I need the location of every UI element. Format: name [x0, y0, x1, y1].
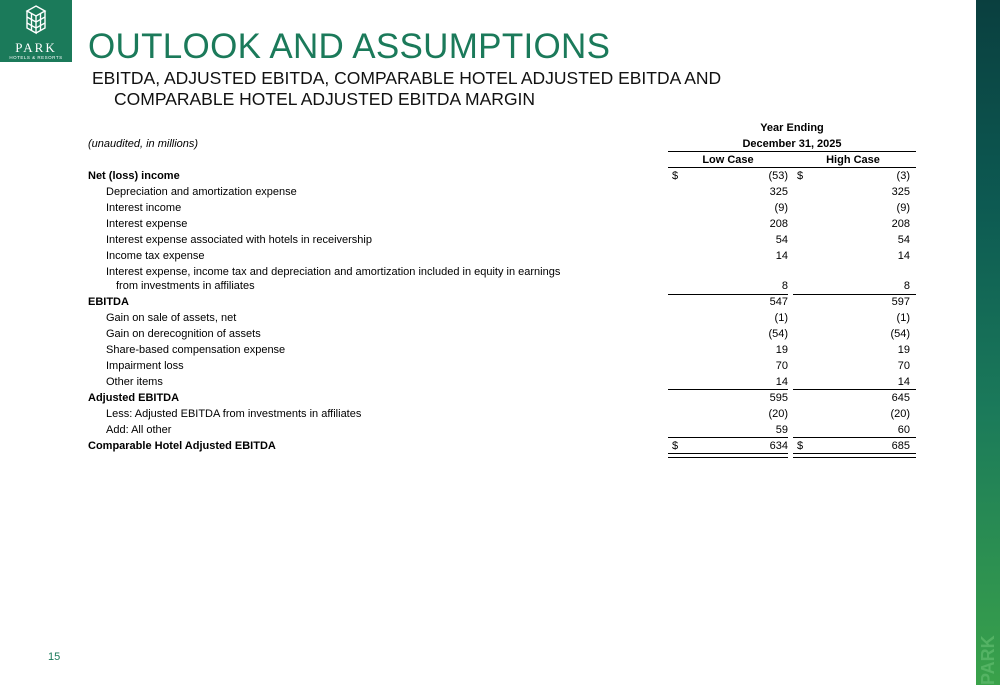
low-value: 547: [769, 296, 788, 308]
row-label-continued: from investments in affiliates: [116, 280, 255, 292]
high-value: 70: [897, 360, 910, 372]
table-row: [88, 310, 916, 326]
side-park-wordmark: [978, 615, 998, 685]
subtitle-line-2: COMPARABLE HOTEL ADJUSTED EBITDA MARGIN: [114, 89, 536, 109]
low-value: 634: [769, 440, 788, 452]
high-value: 54: [897, 234, 910, 246]
park-logo: [0, 0, 72, 62]
high-value: (20): [890, 408, 910, 420]
low-value: (53): [768, 170, 788, 182]
row-label: Interest expense associated with hotels in receivership: [106, 234, 372, 246]
logo-tagline: HOTELS & RESORTS: [9, 55, 63, 60]
row-label: EBITDA: [88, 296, 129, 308]
high-value: 60: [897, 424, 910, 436]
table-row: [88, 406, 916, 422]
low-value: 208: [769, 218, 788, 230]
table-row: [88, 232, 916, 248]
low-value: 14: [775, 376, 788, 388]
row-label: Interest expense, income tax and depreciation and amortization included in equity in earnings: [106, 266, 561, 278]
table-row: [88, 168, 916, 184]
table-row: [88, 248, 916, 264]
period-date-row: [88, 136, 916, 152]
table-row: [88, 342, 916, 358]
low-value: 70: [775, 360, 788, 372]
high-value: 645: [891, 392, 910, 404]
row-label: Net (loss) income: [88, 170, 180, 182]
ebitda-reconciliation-table: [88, 120, 916, 454]
row-label: Share-based compensation expense: [106, 344, 286, 356]
col-header-high: High Case: [826, 154, 880, 166]
row-label: Gain on sale of assets, net: [106, 312, 237, 324]
currency-symbol: $: [797, 170, 804, 182]
high-value: 8: [903, 280, 910, 292]
table-row: [88, 184, 916, 200]
high-value: (1): [896, 312, 910, 324]
table-row: [88, 294, 916, 310]
table-row: [88, 358, 916, 374]
total-double-rule: [668, 453, 788, 458]
table-row: [88, 216, 916, 232]
high-value: 685: [891, 440, 910, 452]
row-label: Interest expense: [106, 218, 188, 230]
period-label: Year Ending: [760, 122, 824, 134]
high-value: 208: [891, 218, 910, 230]
low-value: 325: [769, 186, 788, 198]
building-logo-icon: [23, 4, 49, 38]
high-value: (54): [890, 328, 910, 340]
period-header-row: [88, 120, 916, 136]
period-date: December 31, 2025: [742, 138, 842, 150]
low-value: 19: [775, 344, 788, 356]
low-value: 8: [781, 280, 788, 292]
low-value: (20): [768, 408, 788, 420]
table-row: [88, 326, 916, 342]
row-label: Comparable Hotel Adjusted EBITDA: [88, 440, 276, 452]
high-value: 19: [897, 344, 910, 356]
low-value: (9): [774, 202, 788, 214]
low-value: 14: [775, 250, 788, 262]
high-value: (9): [896, 202, 910, 214]
row-label: Interest income: [106, 202, 182, 214]
column-header-row: [88, 152, 916, 168]
page-title: OUTLOOK AND ASSUMPTIONS: [88, 27, 611, 66]
row-label: Add: All other: [106, 424, 172, 436]
currency-symbol: $: [672, 170, 679, 182]
table-row: [88, 422, 916, 438]
page-number: 15: [48, 651, 61, 663]
row-label: Depreciation and amortization expense: [106, 186, 297, 198]
total-double-rule: [793, 453, 916, 458]
row-label: Income tax expense: [106, 250, 205, 262]
high-value: 14: [897, 250, 910, 262]
high-value: 325: [891, 186, 910, 198]
low-value: 59: [775, 424, 788, 436]
svg-text:PARK: PARK: [978, 635, 998, 685]
table-row: [88, 438, 916, 454]
currency-symbol: $: [672, 440, 679, 452]
low-value: 595: [769, 392, 788, 404]
row-label: Less: Adjusted EBITDA from investments in affiliates: [106, 408, 362, 420]
table-row: [88, 264, 916, 294]
units-note: (unaudited, in millions): [88, 138, 199, 150]
low-value: (1): [774, 312, 788, 324]
high-value: 14: [897, 376, 910, 388]
table-row: [88, 374, 916, 390]
logo-wordmark: PARK: [15, 40, 57, 55]
subtitle-line-1: EBITDA, ADJUSTED EBITDA, COMPARABLE HOTEL ADJUSTED EBITDA AND: [92, 68, 722, 88]
low-value: (54): [768, 328, 788, 340]
low-value: 54: [775, 234, 788, 246]
high-value: (3): [896, 170, 910, 182]
row-label: Gain on derecognition of assets: [106, 328, 261, 340]
row-label: Other items: [106, 376, 163, 388]
row-label: Adjusted EBITDA: [88, 392, 180, 404]
high-value: 597: [891, 296, 910, 308]
page-subtitle: [92, 68, 721, 110]
row-label: Impairment loss: [106, 360, 184, 372]
currency-symbol: $: [797, 440, 804, 452]
col-header-low: Low Case: [702, 154, 754, 166]
side-gradient-bar: [976, 0, 1000, 685]
table-row: [88, 200, 916, 216]
table-row: [88, 390, 916, 406]
